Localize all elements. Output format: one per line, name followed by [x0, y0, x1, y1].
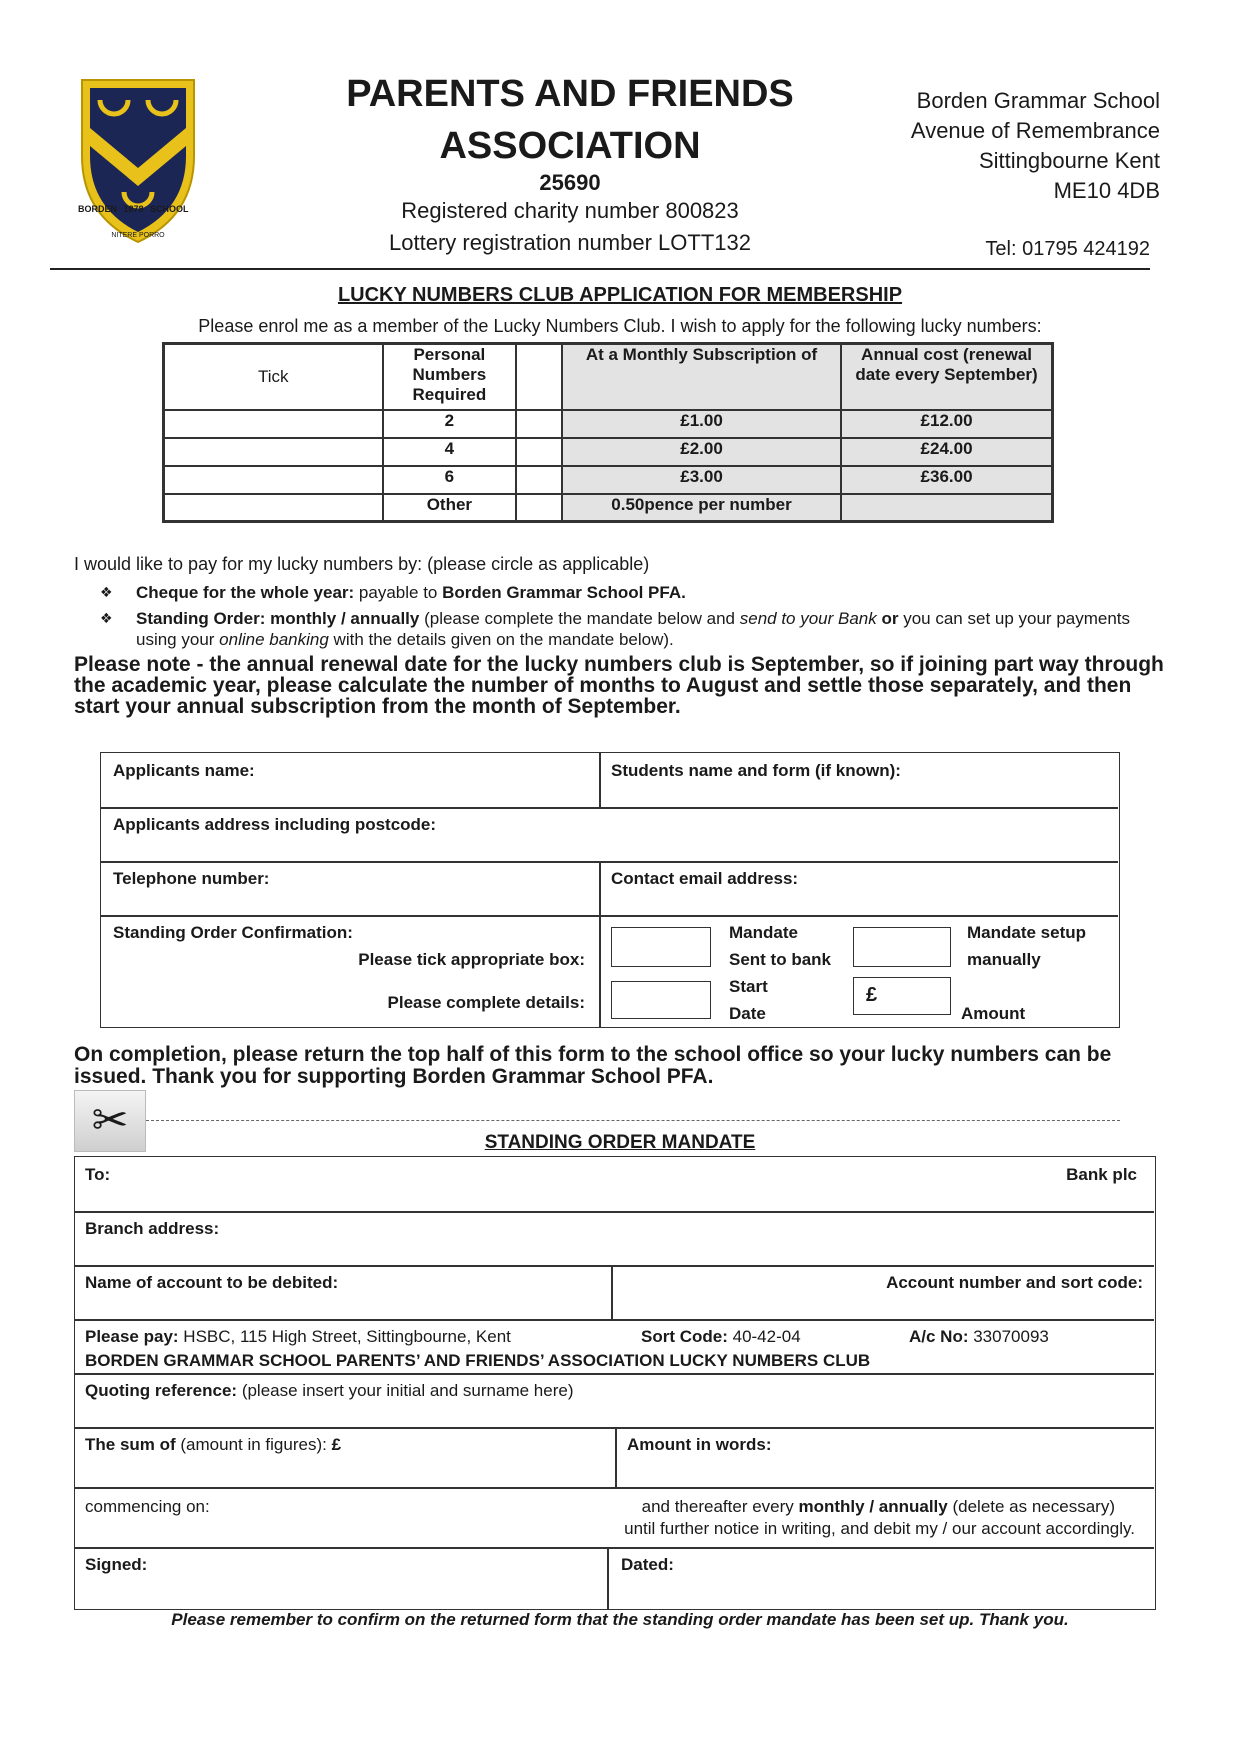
manually-text: manually: [967, 950, 1041, 969]
mandate-sent-label: [729, 919, 831, 973]
table-row: [164, 438, 1053, 466]
please-pay-label: Please pay:: [85, 1327, 179, 1346]
col-divider: [599, 861, 601, 1027]
amount-words-field[interactable]: Amount in words:: [627, 1435, 772, 1454]
col-divider: [611, 1265, 613, 1319]
payee-name: BORDEN GRAMMAR SCHOOL PARENTS’ AND FRIENDS’ ASSOCIATION LUCKY NUMBERS CLUB: [85, 1351, 871, 1370]
annual-cell: £36.00: [841, 466, 1052, 494]
crest-banner-right: SCHOOL: [150, 204, 189, 214]
start-text: Start: [729, 977, 768, 996]
sum-figures-field[interactable]: [85, 1435, 341, 1455]
tick-cell[interactable]: [164, 410, 383, 438]
to-field[interactable]: To:: [85, 1165, 111, 1184]
membership-intro: Please enrol me as a member of the Lucky Numbers Club. I wish to apply for the following lucky numbers:: [198, 316, 1042, 336]
footer-note: Please remember to confirm on the returned form that the standing order mandate has been set up. Thank you.: [171, 1610, 1069, 1629]
applicant-name-field[interactable]: Applicants name:: [113, 761, 255, 780]
membership-table: [162, 342, 1054, 523]
renewal-note: Please note - the annual renewal date for the lucky numbers club is September, so if joining part way through the academic year, please calculate the number of months to August and settle those separately, and then start your annual subscription from the month of September.: [74, 653, 1164, 718]
table-header-row: [164, 344, 1053, 410]
dated-field[interactable]: Dated:: [621, 1555, 674, 1574]
sum-value: (amount in figures):: [175, 1435, 332, 1454]
monthly-cell: £1.00: [562, 410, 841, 438]
tick-cell[interactable]: [164, 494, 383, 522]
col-divider: [607, 1547, 609, 1609]
sort-code-label: Sort Code:: [641, 1327, 728, 1346]
col-annual: Annual cost (renewal date every September): [841, 344, 1052, 410]
numbers-cell: Other: [383, 494, 517, 522]
membership-title: LUCKY NUMBERS CLUB APPLICATION FOR MEMBERSHIP: [337, 284, 903, 306]
crest-motto: NITERE PORRO: [111, 232, 165, 239]
cheque-option[interactable]: [100, 582, 1160, 603]
numbers-cell: 6: [383, 466, 517, 494]
col-numbers: Personal Numbers Required: [383, 344, 517, 410]
col-monthly: At a Monthly Subscription of: [562, 344, 841, 410]
monthly-cell: 0.50pence per number: [562, 494, 841, 522]
cheque-label: Cheque for the whole year:: [136, 583, 355, 602]
commencing-field[interactable]: commencing on:: [85, 1497, 210, 1516]
bullet-icon: ❖: [100, 584, 113, 600]
student-name-field[interactable]: Students name and form (if known):: [611, 761, 901, 780]
bullet-icon: ❖: [100, 610, 113, 626]
lottery-number: Lottery registration number LOTT132: [389, 230, 751, 255]
cut-line: [146, 1120, 1120, 1121]
row-divider: [75, 1547, 1154, 1549]
please-pay-value: HSBC, 115 High Street, Sittingbourne, Kent: [178, 1327, 511, 1346]
applicant-address-field[interactable]: Applicants address including postcode:: [113, 815, 437, 834]
mandate-sent-checkbox[interactable]: [611, 927, 711, 967]
payment-intro: I would like to pay for my lucky numbers by: (please circle as applicable): [74, 554, 650, 574]
header-divider: [50, 268, 1150, 270]
blank-cell: [516, 494, 562, 522]
col-divider: [615, 1427, 617, 1487]
applicant-form: [100, 752, 1120, 1028]
cheque-text: payable to: [354, 583, 443, 602]
annual-cell: £24.00: [841, 438, 1052, 466]
tick-box-instruction: Please tick appropriate box:: [358, 950, 585, 969]
completion-note: On completion, please return the top half of this form to the school office so your lucky numbers can be issued. Thank you for supporting Borden Grammar School PFA.: [74, 1043, 1112, 1088]
registration-id: 25690: [539, 170, 601, 195]
address-line: Sittingbourne Kent: [978, 148, 1160, 173]
so-confirmation-label: Standing Order Confirmation:: [113, 923, 353, 942]
start-date-label: [729, 973, 768, 1027]
bank-plc-label: Bank plc: [1066, 1165, 1137, 1184]
row-divider: [75, 1211, 1154, 1213]
thereafter-text: [642, 1497, 1115, 1517]
col-tick: Tick: [164, 344, 383, 410]
cheque-payee: Borden Grammar School PFA.: [442, 583, 686, 602]
quoting-label: Quoting reference:: [85, 1381, 238, 1400]
numbers-cell: 4: [383, 438, 517, 466]
crest-banner: [78, 204, 198, 214]
mandate-label: Mandate: [729, 923, 798, 942]
mandate-title: STANDING ORDER MANDATE: [484, 1132, 756, 1153]
col-blank: [516, 344, 562, 410]
account-number: [909, 1327, 1049, 1347]
annual-cell: £12.00: [841, 410, 1052, 438]
quoting-reference-field[interactable]: [85, 1381, 573, 1401]
row-divider: [75, 1265, 1154, 1267]
account-name-field[interactable]: Name of account to be debited:: [85, 1273, 339, 1292]
telephone-field[interactable]: Telephone number:: [113, 869, 270, 888]
mandate-setup-checkbox[interactable]: [853, 927, 951, 967]
amount-label: Amount: [961, 1004, 1026, 1023]
so-online-banking: online banking: [219, 630, 329, 649]
account-sort-field[interactable]: Account number and sort code:: [886, 1273, 1143, 1292]
signed-field[interactable]: Signed:: [85, 1555, 148, 1574]
tick-cell[interactable]: [164, 438, 383, 466]
telephone: Tel: 01795 424192: [985, 238, 1150, 260]
so-text: with the details given on the mandate below).: [328, 630, 674, 649]
thereafter-bold: monthly / annually: [798, 1497, 948, 1516]
so-label: Standing Order: monthly / annually: [136, 609, 420, 628]
table-row: [164, 410, 1053, 438]
blank-cell: [516, 438, 562, 466]
blank-cell: [516, 466, 562, 494]
crest-banner-left: BORDEN: [78, 204, 118, 214]
school-address: [860, 86, 1160, 206]
thereafter-2: (delete as necessary): [947, 1497, 1115, 1516]
row-divider: [75, 1373, 1154, 1375]
so-or: or: [876, 609, 899, 628]
address-line: Borden Grammar School: [916, 88, 1160, 113]
table-row: [164, 494, 1053, 522]
mandate-form: [74, 1156, 1156, 1610]
tick-cell[interactable]: [164, 466, 383, 494]
date-text: Date: [729, 1004, 766, 1023]
sort-code: [641, 1327, 801, 1347]
sent-to-bank-label: Sent to bank: [729, 950, 832, 969]
table-row: [164, 466, 1053, 494]
mandate-setup-text: Mandate setup: [967, 923, 1087, 942]
numbers-cell: 2: [383, 410, 517, 438]
please-pay: [85, 1327, 511, 1347]
pound-sign: £: [866, 984, 878, 1006]
sort-code-value: 40-42-04: [727, 1327, 801, 1346]
annual-cell: [841, 494, 1052, 522]
standing-order-option[interactable]: [100, 608, 1160, 650]
crest-year: 1878: [123, 204, 144, 214]
until-text: until further notice in writing, and debit my / our account accordingly.: [624, 1519, 1135, 1538]
amount-input[interactable]: [853, 977, 951, 1015]
sum-pound: £: [331, 1435, 342, 1454]
ac-value: 33070093: [968, 1327, 1049, 1346]
school-crest-logo: [78, 76, 198, 246]
monthly-cell: £3.00: [562, 466, 841, 494]
so-text: you can set up your payments using your: [136, 609, 1131, 649]
start-date-input[interactable]: [611, 981, 711, 1019]
quoting-value: (please insert your initial and surname here): [237, 1381, 574, 1400]
page-title: PARENTS AND FRIENDS ASSOCIATION: [346, 73, 794, 167]
ac-label: A/c No:: [909, 1327, 969, 1346]
branch-address-field[interactable]: Branch address:: [85, 1219, 220, 1238]
email-field[interactable]: Contact email address:: [611, 869, 799, 888]
complete-details-instruction: Please complete details:: [387, 993, 585, 1012]
address-line: Avenue of Remembrance: [910, 118, 1160, 143]
sum-label: The sum of: [85, 1435, 176, 1454]
monthly-cell: £2.00: [562, 438, 841, 466]
charity-number: Registered charity number 800823: [401, 198, 739, 223]
row-divider: [75, 1319, 1154, 1321]
row-divider: [75, 1487, 1154, 1489]
row-divider: [101, 861, 1118, 863]
row-divider: [101, 915, 1118, 917]
so-send-bank: send to your Bank: [739, 609, 877, 628]
mandate-setup-label: [967, 919, 1086, 973]
thereafter-1: and thereafter every: [641, 1497, 799, 1516]
row-divider: [101, 807, 1118, 809]
address-line: ME10 4DB: [1053, 178, 1160, 203]
col-divider: [599, 753, 601, 807]
scissors-icon: ✂: [74, 1090, 146, 1152]
blank-cell: [516, 410, 562, 438]
so-text: (please complete the mandate below and: [419, 609, 740, 628]
